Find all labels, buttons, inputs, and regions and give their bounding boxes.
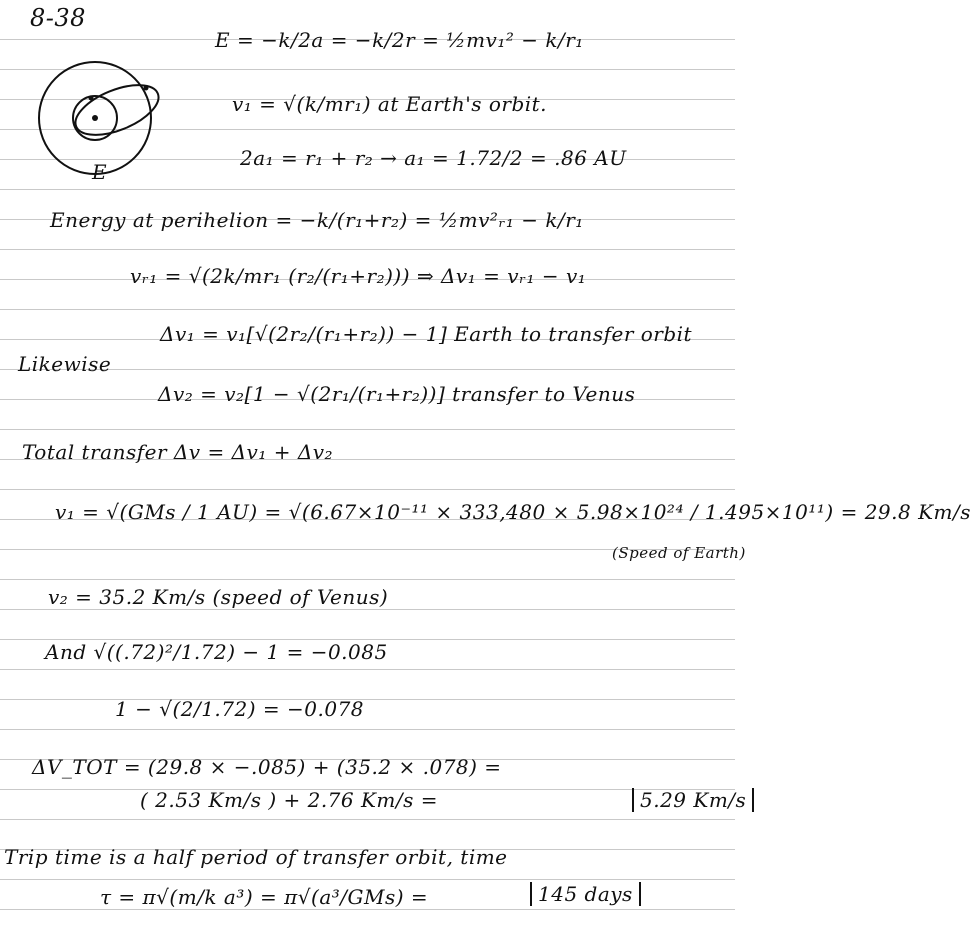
one-minus-sqrt: 1 − √(2/1.72) = −0.078 [115,697,365,721]
velocity-earth-orbit: v₁ = √(k/mr₁) at Earth's orbit. [232,92,548,116]
likewise-label: Likewise [18,352,112,376]
tau-result [530,882,641,906]
energy-perihelion: Energy at perihelion = −k/(r₁+r₂) = ½mv²ᵣ₁ − k/r₁ [50,208,584,232]
energy-equation: E = −k/2a = −k/2r = ½mv₁² − k/r₁ [215,28,584,52]
earth-label: E [92,160,108,184]
problem-number: 8-38 [30,4,86,32]
total-transfer: Total transfer Δv = Δv₁ + Δv₂ [22,440,334,464]
and-sqrt: And √((.72)²/1.72) − 1 = −0.085 [45,640,388,664]
delta-v1: Δv₁ = v₁[√(2r₂/(r₁+r₂)) − 1] Earth to transfer orbit [160,322,693,346]
tau-result-box: 145 days [530,882,641,906]
delta-v-values: ( 2.53 Km/s ) + 2.76 Km/s = [140,788,439,812]
tau-equation: τ = π√(m/k a³) = π√(a³/GMs) = [100,885,429,909]
delta-v-result-box: 5.29 Km/s [632,788,754,812]
v1-numeric: v₁ = √(GMs / 1 AU) = √(6.67×10⁻¹¹ × 333,480 × 5.98×10²⁴ / 1.495×10¹¹) = 29.8 Km/s [55,500,971,524]
delta-v2: Δv₂ = v₂[1 − √(2r₁/(r₁+r₂))] transfer to Venus [158,382,636,406]
semi-major-axis: 2a₁ = r₁ + r₂ → a₁ = 1.72/2 = .86 AU [240,146,627,170]
delta-v-total: ΔV_TOT = (29.8 × −.085) + (35.2 × .078) = [32,755,502,779]
velocity-perihelion: vᵣ₁ = √(2k/mr₁ (r₂/(r₁+r₂))) ⇒ Δv₁ = vᵣ₁ − v₁ [130,264,587,288]
v2-venus: v₂ = 35.2 Km/s (speed of Venus) [48,585,389,609]
trip-time: Trip time is a half period of transfer orbit, time [4,845,508,869]
delta-v-result [632,788,754,812]
speed-of-earth-note: (Speed of Earth) [612,544,746,562]
